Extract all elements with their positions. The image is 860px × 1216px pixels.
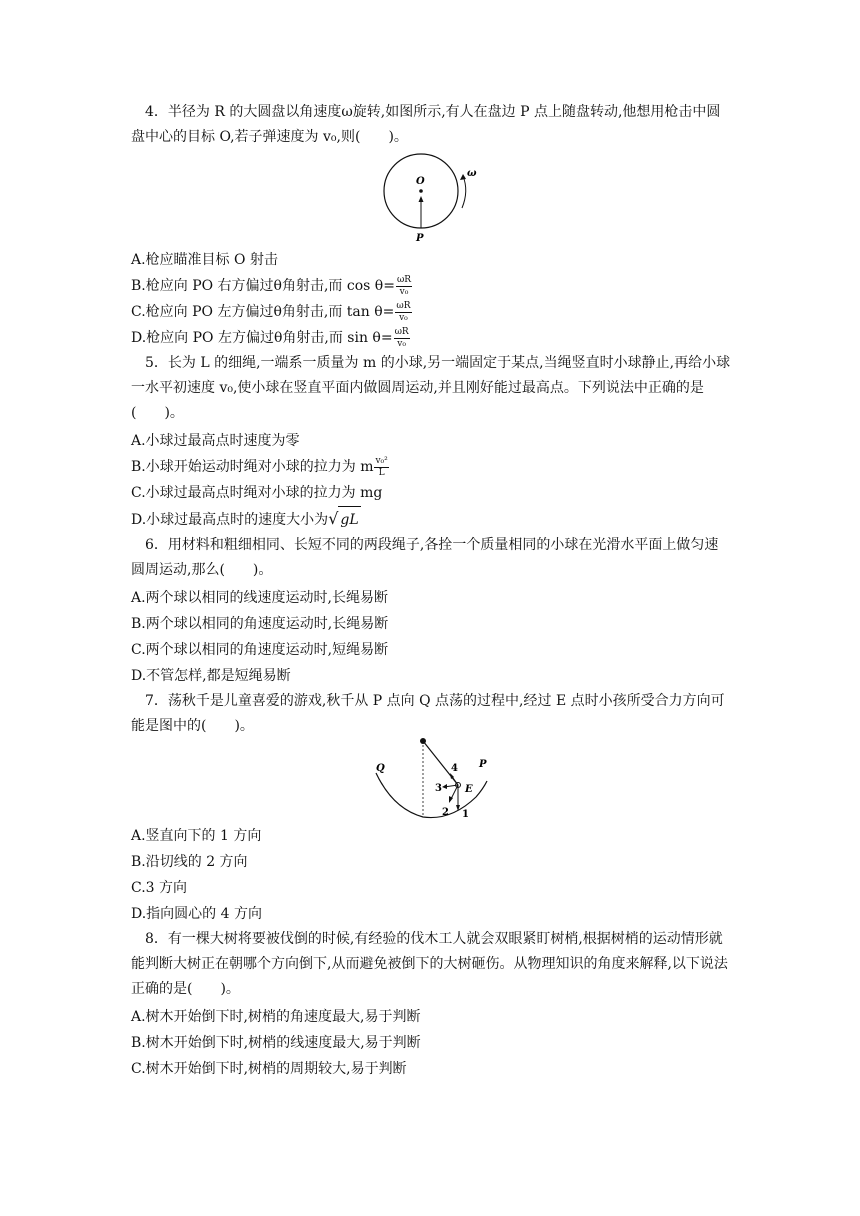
- label-e: E: [465, 784, 473, 795]
- swing-arc: [376, 773, 487, 818]
- question-8-option-a: A.树木开始倒下时,树梢的角速度最大,易于判断: [131, 1009, 421, 1025]
- question-8-stem: 8．有一棵大树将要被伐倒的时候,有经验的伐木工人就会双眼紧盯树梢,根据树梢的运动情形就能判断大树正在朝哪个方向倒下,从而避免被倒下的大树砸伤。从物理知识的角度来解释,以下说法正确的是( )。: [131, 931, 728, 997]
- label-1: 1: [462, 809, 469, 820]
- question-5-stem: 5．长为 L 的细绳,一端系一质量为 m 的小球,另一端固定于某点,当绳竖直时小球静止,再给小球一水平初速度 v₀,使小球在竖直平面内做圆周运动,并且刚好能过最高点。下列说法中正确的是( )。: [131, 355, 731, 421]
- question-5-option-b: B.小球开始运动时绳对小球的拉力为 m $\frac{\text{v₀²}}{L}$: [131, 455, 388, 478]
- question-7-option-d: D.指向圆心的 4 方向: [131, 906, 262, 922]
- question-4-figure: [131, 152, 731, 247]
- sqrt-radicand: gL: [338, 506, 360, 533]
- question-6-stem: 6．用材料和粗细相同、长短不同的两段绳子,各拴一个质量相同的小球在光滑水平面上做匀速圆周运动,那么( )。: [131, 537, 719, 578]
- sqrt-sign: √: [328, 509, 339, 528]
- question-7-figure: [131, 741, 731, 823]
- question-4-option-b: B.枪应向 PO 右方偏过θ角射击,而 cos θ= $\frac{\omega R}{\text{v₀}}$: [131, 274, 412, 297]
- question-4-stem: 4．半径为 R 的大圆盘以角速度ω旋转,如图所示,有人在盘边 P 点上随盘转动,他想用枪击中圆盘中心的目标 O,若子弹速度为 v₀,则( )。: [131, 104, 721, 145]
- question-4-option-c: C.枪应向 PO 左方偏过θ角射击,而 tan θ= $\frac{\omega R}{\text{v₀}}$: [131, 300, 411, 323]
- fraction: $\frac{\omega R}{\text{v₀}}$: [396, 300, 411, 323]
- label-2: 2: [442, 807, 449, 818]
- question-8-option-b: B.树木开始倒下时,树梢的线速度最大,易于判断: [131, 1035, 421, 1051]
- question-8-option-c: C.树木开始倒下时,树梢的周期较大,易于判断: [131, 1061, 407, 1077]
- label-p: P: [416, 233, 424, 241]
- label-o: O: [416, 176, 425, 187]
- fraction: $\frac{\omega R}{\text{v₀}}$: [394, 326, 409, 349]
- question-6-option-b: B.两个球以相同的角速度运动时,长绳易断: [131, 616, 389, 632]
- question-5-option-c: C.小球过最高点时绳对小球的拉力为 mg: [131, 485, 383, 501]
- label-4: 4: [451, 763, 458, 774]
- label-omega: ω: [467, 168, 477, 179]
- question-7-stem: 7．荡秋千是儿童喜爱的游戏,秋千从 P 点向 Q 点荡的过程中,经过 E 点时小孩所受合力方向可能是图中的( )。: [131, 693, 725, 734]
- fraction: $\frac{\omega R}{\text{v₀}}$: [396, 274, 412, 297]
- question-7-option-b: B.沿切线的 2 方向: [131, 854, 248, 870]
- fraction: $\frac{\text{v₀²}}{L}$: [375, 455, 388, 478]
- question-7-option-c: C.3 方向: [131, 880, 188, 896]
- po-arrowhead: [419, 196, 424, 202]
- question-5-option-a: A.小球过最高点时速度为零: [131, 433, 300, 449]
- label-3: 3: [435, 783, 442, 794]
- question-4-option-d: D.枪应向 PO 左方偏过θ角射击,而 sin θ= $\frac{\omega R}{\text{v₀}}$: [131, 326, 409, 349]
- question-6-option-a: A.两个球以相同的线速度运动时,长绳易断: [131, 590, 389, 606]
- question-list: [131, 100, 731, 1082]
- rotation-arc: [462, 176, 466, 208]
- label-p: P: [479, 759, 487, 770]
- swing-diagram: [131, 737, 731, 823]
- question-5-option-d: D.小球过最高点时的速度大小为√ gL: [131, 506, 731, 533]
- question-4-option-a: A.枪应瞄准目标 O 射击: [131, 252, 278, 268]
- label-q: Q: [376, 763, 385, 774]
- question-6-option-c: C.两个球以相同的角速度运动时,短绳易断: [131, 642, 389, 658]
- rotating-disk-diagram: [131, 146, 731, 241]
- question-6-option-d: D.不管怎样,都是短绳易断: [131, 668, 291, 684]
- center-point: [419, 189, 423, 193]
- question-7-option-a: A.竖直向下的 1 方向: [131, 828, 262, 844]
- rotation-arrowhead: [460, 174, 466, 180]
- arrow-3-head: [442, 784, 447, 789]
